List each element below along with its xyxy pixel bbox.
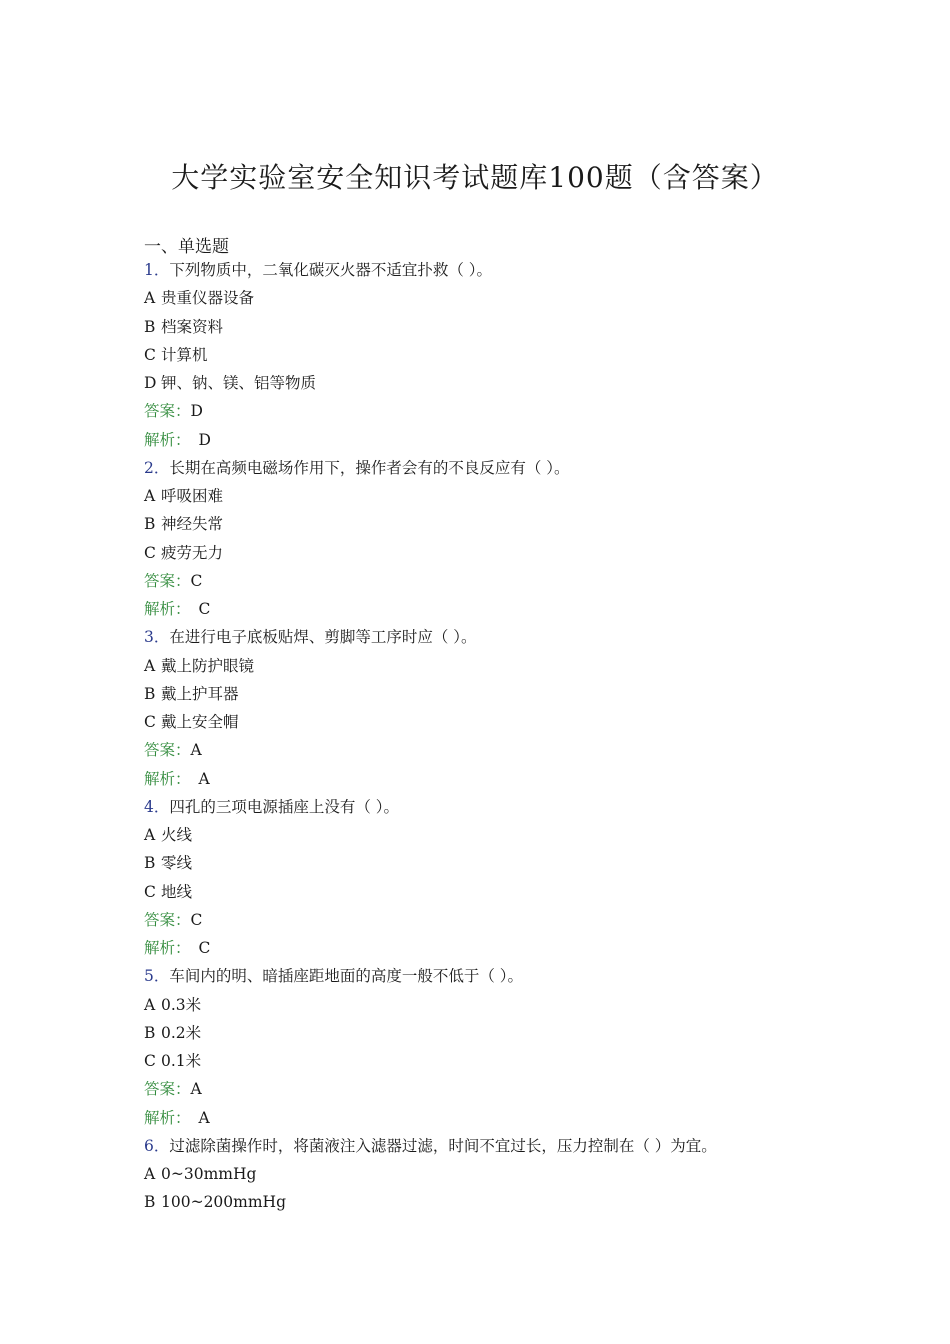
answer-line bbox=[144, 397, 904, 425]
question-text: 下列物质中，二氧化碳灭火器不适宜扑救（ ）。 bbox=[169, 261, 493, 279]
analysis-value: D bbox=[198, 430, 211, 449]
option-line bbox=[144, 510, 904, 538]
option-text: 零线 bbox=[161, 854, 193, 873]
question-number: 3． bbox=[144, 628, 170, 647]
option-letter: A bbox=[144, 1165, 156, 1183]
option-text: 呼吸困难 bbox=[161, 487, 224, 505]
option-letter: C bbox=[144, 882, 156, 901]
option-letter: A bbox=[144, 289, 156, 308]
option-text: 戴上护耳器 bbox=[161, 684, 239, 703]
option-line bbox=[144, 341, 904, 369]
option-line bbox=[144, 991, 904, 1019]
question-line bbox=[144, 793, 904, 821]
option-text: 戴上安全帽 bbox=[161, 713, 239, 731]
question-line bbox=[144, 256, 904, 284]
analysis-line bbox=[144, 765, 904, 793]
analysis-label: 解析： bbox=[144, 769, 191, 788]
option-letter: B bbox=[144, 515, 156, 534]
question-text: 车间内的明、暗插座距地面的高度一般不低于（ ）。 bbox=[169, 967, 524, 986]
answer-value: D bbox=[190, 402, 203, 421]
option-text: 计算机 bbox=[161, 345, 208, 364]
option-line bbox=[144, 708, 904, 736]
option-letter: B bbox=[144, 684, 156, 703]
question-number: 1． bbox=[144, 261, 170, 279]
option-letter: C bbox=[144, 1052, 156, 1070]
option-line bbox=[144, 878, 904, 906]
analysis-value: C bbox=[198, 939, 211, 957]
option-letter: A bbox=[144, 826, 156, 844]
option-letter: C bbox=[144, 543, 156, 562]
question-line bbox=[144, 623, 904, 651]
answer-line bbox=[144, 1075, 904, 1103]
page-title: 大学实验室安全知识考试题库100题（含答案） bbox=[171, 161, 779, 194]
question-number: 5． bbox=[144, 967, 170, 986]
option-text: 0.1米 bbox=[161, 1052, 202, 1070]
analysis-label: 解析： bbox=[144, 600, 191, 618]
option-text: 贵重仪器设备 bbox=[161, 289, 255, 308]
answer-label: 答案： bbox=[144, 910, 191, 929]
answer-value: A bbox=[190, 1080, 202, 1099]
answer-line bbox=[144, 567, 904, 595]
answer-label: 答案： bbox=[144, 741, 191, 760]
option-text: 疲劳无力 bbox=[161, 543, 224, 562]
option-text: 火线 bbox=[161, 826, 193, 844]
option-text: 戴上防护眼镜 bbox=[161, 656, 255, 675]
question-text: 长期在高频电磁场作用下，操作者会有的不良反应有（ ）。 bbox=[169, 458, 570, 477]
option-letter: D bbox=[144, 374, 157, 392]
question-line bbox=[144, 962, 904, 990]
option-letter: A bbox=[144, 487, 156, 505]
analysis-line bbox=[144, 934, 904, 962]
answer-label: 答案： bbox=[144, 1080, 191, 1099]
answer-value: C bbox=[190, 910, 203, 929]
option-line bbox=[144, 284, 904, 312]
option-letter: B bbox=[144, 317, 156, 336]
analysis-label: 解析： bbox=[144, 430, 191, 449]
question-number: 2． bbox=[144, 458, 170, 477]
option-line bbox=[144, 482, 904, 510]
answer-line bbox=[144, 736, 904, 764]
question-list bbox=[144, 256, 904, 1217]
option-text: 100~200mmHg bbox=[161, 1193, 286, 1212]
option-letter: A bbox=[144, 995, 156, 1014]
analysis-value: C bbox=[198, 600, 211, 618]
answer-value: C bbox=[190, 571, 203, 590]
analysis-value: A bbox=[198, 1108, 210, 1127]
analysis-value: A bbox=[198, 769, 210, 788]
option-letter: B bbox=[144, 854, 156, 873]
option-text: 地线 bbox=[161, 882, 193, 901]
option-line bbox=[144, 1160, 904, 1188]
option-line bbox=[144, 680, 904, 708]
option-text: 0.3米 bbox=[161, 995, 202, 1014]
analysis-line bbox=[144, 1104, 904, 1132]
option-text: 0.2米 bbox=[161, 1023, 202, 1042]
question-text: 四孔的三项电源插座上没有（ ）。 bbox=[169, 797, 400, 816]
question-line bbox=[144, 454, 904, 482]
option-letter: C bbox=[144, 345, 156, 364]
option-letter: B bbox=[144, 1023, 156, 1042]
option-line bbox=[144, 539, 904, 567]
option-line bbox=[144, 369, 904, 397]
option-line bbox=[144, 1188, 904, 1216]
option-text: 档案资料 bbox=[161, 317, 224, 336]
option-text: 钾、钠、镁、铝等物质 bbox=[161, 374, 317, 392]
section-heading: 一、单选题 bbox=[144, 237, 229, 257]
option-line bbox=[144, 1019, 904, 1047]
answer-value: A bbox=[190, 741, 202, 760]
question-number: 6． bbox=[144, 1136, 170, 1155]
option-line bbox=[144, 313, 904, 341]
option-letter: A bbox=[144, 656, 156, 675]
question-number: 4． bbox=[144, 797, 170, 816]
option-letter: C bbox=[144, 713, 156, 731]
answer-line bbox=[144, 906, 904, 934]
option-text: 神经失常 bbox=[161, 515, 224, 534]
analysis-line bbox=[144, 595, 904, 623]
question-line bbox=[144, 1132, 904, 1160]
option-letter: B bbox=[144, 1193, 156, 1212]
option-text: 0~30mmHg bbox=[161, 1165, 257, 1183]
analysis-label: 解析： bbox=[144, 939, 191, 957]
option-line bbox=[144, 821, 904, 849]
analysis-label: 解析： bbox=[144, 1108, 191, 1127]
answer-label: 答案： bbox=[144, 571, 191, 590]
answer-label: 答案： bbox=[144, 402, 191, 421]
question-text: 在进行电子底板贴焊、剪脚等工序时应（ ）。 bbox=[169, 628, 477, 647]
analysis-line bbox=[144, 426, 904, 454]
question-text: 过滤除菌操作时，将菌液注入滤器过滤，时间不宜过长，压力控制在（ ）为宜。 bbox=[169, 1136, 717, 1155]
option-line bbox=[144, 849, 904, 877]
option-line bbox=[144, 1047, 904, 1075]
option-line bbox=[144, 652, 904, 680]
